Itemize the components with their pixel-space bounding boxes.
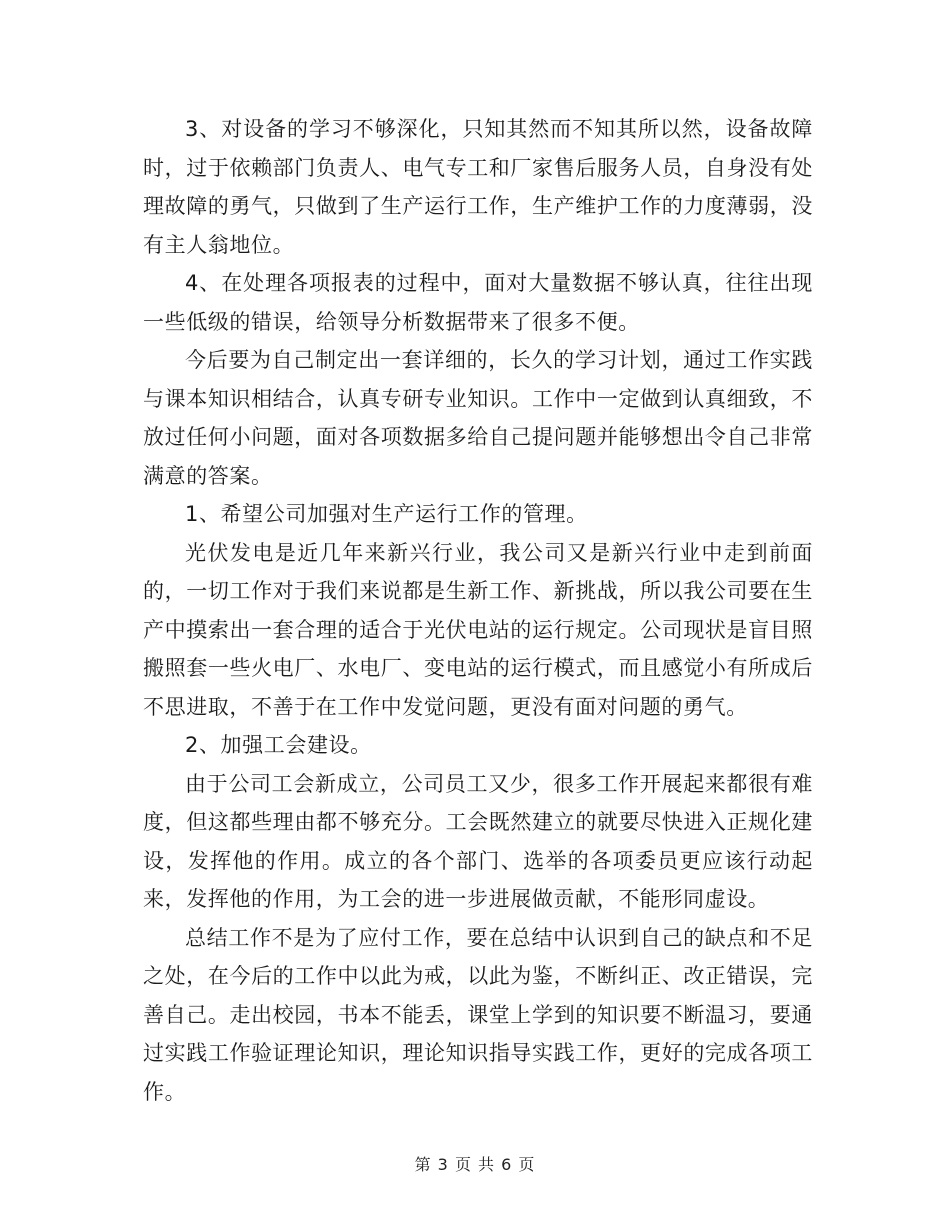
paragraph-suggestion-2-heading: 2、加强工会建设。: [185, 733, 372, 757]
paragraph-suggestion-1-heading: 1、希望公司加强对生产运行工作的管理。: [185, 502, 588, 526]
page-number-footer: 第 3 页 共 6 页: [414, 1155, 536, 1174]
paragraph-item-3: 3、对设备的学习不够深化，只知其然而不知其所以然，设备故障时，过于依赖部门负责人、电气专工和厂家售后服务人员，自身没有处理故障的勇气，只做到了生产运行工作，生产维护工作的力度薄弱，没有主人翁地位。: [143, 117, 813, 257]
paragraph-suggestion-1-body: 光伏发电是近几年来新兴行业，我公司又是新兴行业中走到前面的，一切工作对于我们来说都是生新工作、新挑战，所以我公司要在生产中摸索出一套合理的适合于光伏电站的运行规定。公司现状是盲目照搬照套一些火电厂、水电厂、变电站的运行模式，而且感觉小有所成后不思进取，不善于在工作中发觉问题，更没有面对问题的勇气。: [143, 540, 813, 719]
paragraph-study-plan: 今后要为自己制定出一套详细的，长久的学习计划，通过工作实践与课本知识相结合，认真专研专业知识。工作中一定做到认真细致，不放过任何小问题，面对各项数据多给自己提问题并能够想出令自己非常满意的答案。: [143, 348, 813, 488]
document-body: [143, 110, 813, 1111]
paragraph-suggestion-2-body: 由于公司工会新成立，公司员工又少，很多工作开展起来都很有难度，但这都些理由都不够充分。工会既然建立的就要尽快进入正规化建设，发挥他的作用。成立的各个部门、选举的各项委员更应该行动起来，发挥他的作用，为工会的进一步进展做贡献，不能形同虚设。: [143, 771, 813, 911]
paragraph-conclusion: 总结工作不是为了应付工作，要在总结中认识到自己的缺点和不足之处，在今后的工作中以此为戒，以此为鉴，不断纠正、改正错误，完善自己。走出校园，书本不能丢，课堂上学到的知识要不断温习，要通过实践工作验证理论知识，理论知识指导实践工作，更好的完成各项工作。: [143, 925, 813, 1104]
paragraph-item-4: 4、在处理各项报表的过程中，面对大量数据不够认真，往往出现一些低级的错误，给领导分析数据带来了很多不便。: [143, 271, 813, 334]
